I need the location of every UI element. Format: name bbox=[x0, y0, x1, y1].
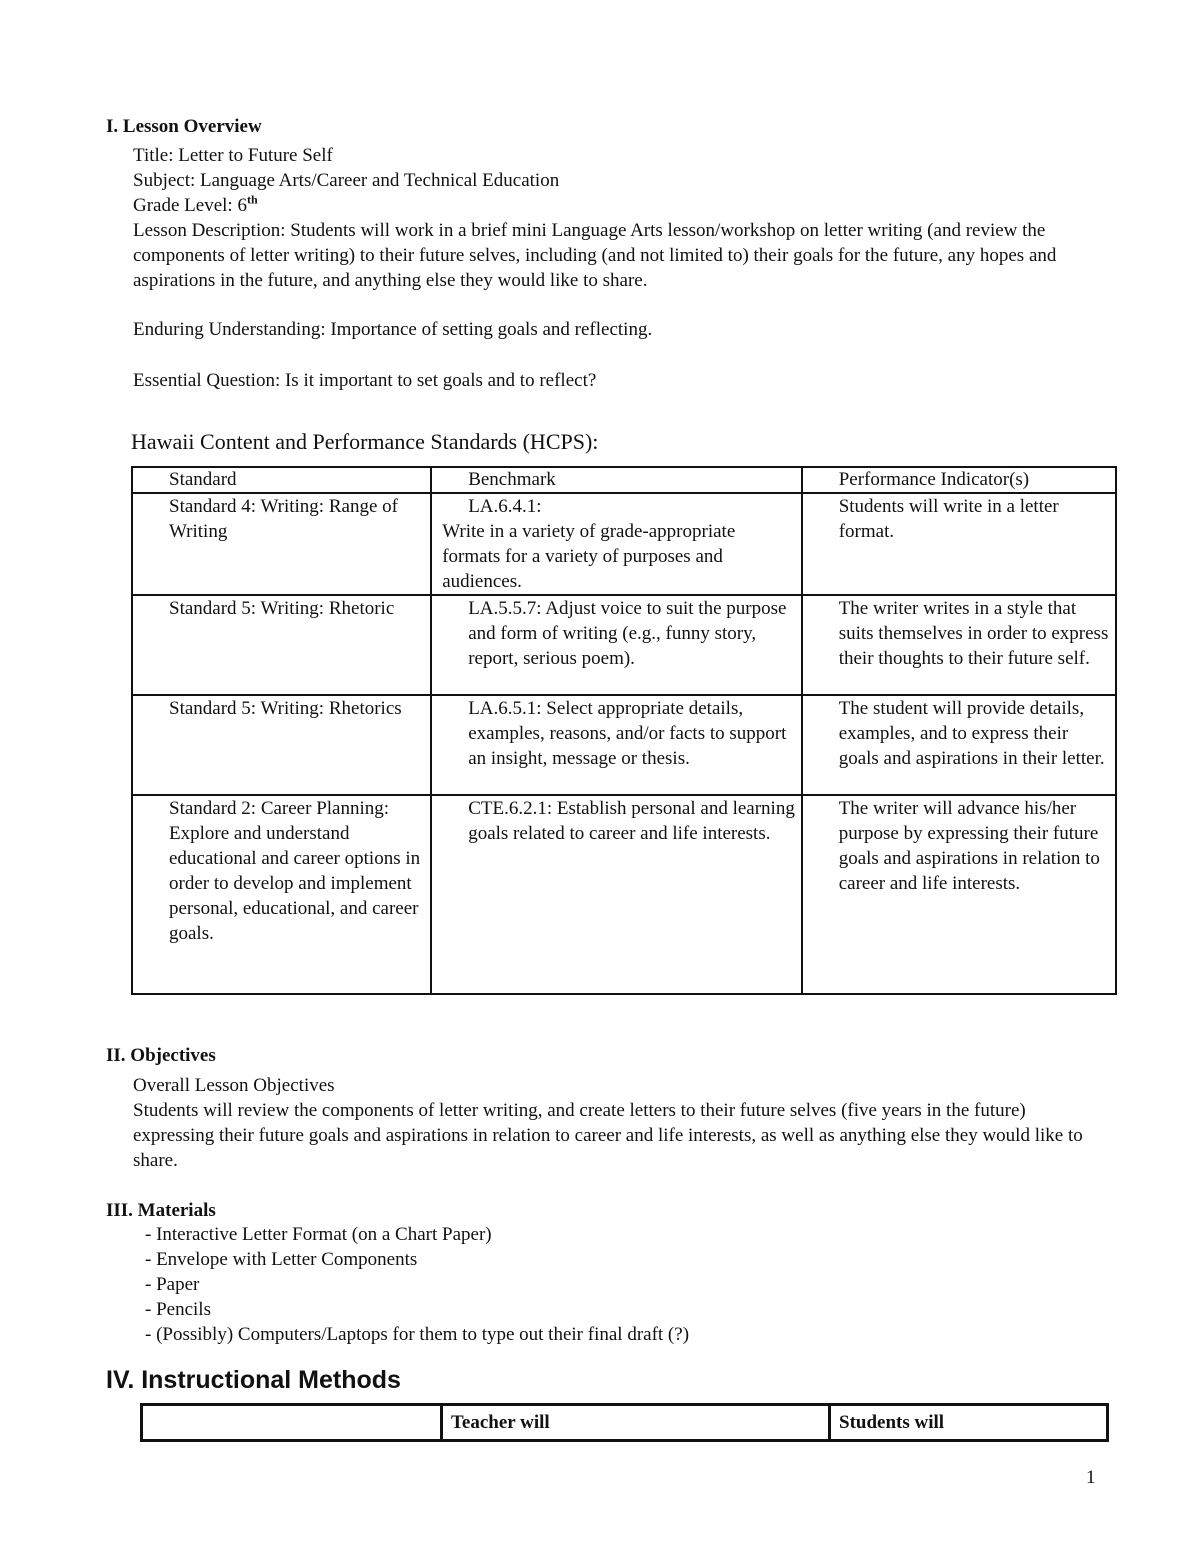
essential-question: Essential Question: Is it important to set goals and to reflect? bbox=[133, 370, 597, 391]
lesson-title: Title: Letter to Future Self bbox=[133, 145, 333, 166]
materials-list bbox=[145, 1222, 689, 1347]
row4-indicator: The writer will advance his/her purpose by expressing their future goals and aspirations in relation to career and life interests. bbox=[802, 795, 1116, 994]
inst-col-empty bbox=[142, 1405, 442, 1441]
row4-standard: Standard 2: Career Planning: Explore and understand educational and career options in order to develop and implement personal, educational, and career goals. bbox=[132, 795, 431, 994]
hcps-title: Hawaii Content and Performance Standards (HCPS): bbox=[131, 429, 599, 454]
row1-benchmark-label: LA.6.4.1: bbox=[468, 496, 542, 517]
table-row bbox=[132, 695, 1116, 795]
list-item: - Paper bbox=[145, 1274, 200, 1295]
list-item: - Interactive Letter Format (on a Chart Paper) bbox=[145, 1224, 492, 1245]
enduring-understanding: Enduring Understanding: Importance of setting goals and reflecting. bbox=[133, 319, 653, 340]
section-3-heading: III. Materials bbox=[106, 1200, 216, 1221]
section-2-heading: II. Objectives bbox=[106, 1045, 216, 1066]
row2-benchmark: LA.5.5.7: Adjust voice to suit the purpose and form of writing (e.g., funny story, report, serious poem). bbox=[431, 595, 802, 695]
row1-indicator: Students will write in a letter format. bbox=[802, 493, 1116, 595]
grade-text: Grade Level: 6 bbox=[133, 195, 247, 216]
standards-table bbox=[131, 466, 1117, 995]
row1-benchmark-text: Write in a variety of grade-appropriate formats for a variety of purposes and audiences. bbox=[442, 521, 736, 592]
row3-standard: Standard 5: Writing: Rhetorics bbox=[132, 695, 431, 795]
objectives-subheading: Overall Lesson Objectives bbox=[133, 1075, 335, 1096]
lesson-subject: Subject: Language Arts/Career and Technical Education bbox=[133, 170, 560, 191]
lesson-grade bbox=[133, 193, 258, 218]
row1-benchmark bbox=[431, 493, 802, 595]
header-standard: Standard bbox=[132, 467, 431, 493]
table-row bbox=[132, 493, 1116, 595]
row4-benchmark: CTE.6.2.1: Establish personal and learning goals related to career and life interests. bbox=[431, 795, 802, 994]
table-header-row bbox=[132, 467, 1116, 493]
header-indicator: Performance Indicator(s) bbox=[802, 467, 1116, 493]
table-row bbox=[132, 595, 1116, 695]
inst-col-teacher: Teacher will bbox=[442, 1405, 830, 1441]
instructional-methods-table bbox=[140, 1403, 1109, 1442]
objectives-text: Students will review the components of letter writing, and create letters to their future selves (five years in the future) expressing their future goals and aspirations in relation to career and life interests, as well as anything else they would like to share. bbox=[133, 1100, 1083, 1171]
list-item: - Pencils bbox=[145, 1299, 211, 1320]
row1-standard: Standard 4: Writing: Range of Writing bbox=[132, 493, 431, 595]
row3-indicator: The student will provide details, examples, and to express their goals and aspirations in their letter. bbox=[802, 695, 1116, 795]
grade-sup: th bbox=[246, 192, 258, 207]
inst-col-students: Students will bbox=[830, 1405, 1108, 1441]
section-4-heading: IV. Instructional Methods bbox=[106, 1366, 401, 1394]
table-row bbox=[132, 795, 1116, 994]
row2-standard: Standard 5: Writing: Rhetoric bbox=[132, 595, 431, 695]
lesson-description: Lesson Description: Students will work in a brief mini Language Arts lesson/workshop on letter writing (and review the components of letter writing) to their future selves, including (and not limited to) their goals for the future, any hopes and aspirations in the future, and anything else they would like to share. bbox=[133, 220, 1057, 291]
page-number: 1 bbox=[1086, 1467, 1096, 1488]
table-header-row bbox=[142, 1405, 1108, 1441]
row3-benchmark: LA.6.5.1: Select appropriate details, examples, reasons, and/or facts to support an insight, message or thesis. bbox=[431, 695, 802, 795]
header-benchmark: Benchmark bbox=[431, 467, 802, 493]
list-item: - Envelope with Letter Components bbox=[145, 1249, 418, 1270]
row2-indicator: The writer writes in a style that suits themselves in order to express their thoughts to their future self. bbox=[802, 595, 1116, 695]
list-item: - (Possibly) Computers/Laptops for them to type out their final draft (?) bbox=[145, 1324, 690, 1345]
section-1-heading: I. Lesson Overview bbox=[106, 116, 262, 137]
